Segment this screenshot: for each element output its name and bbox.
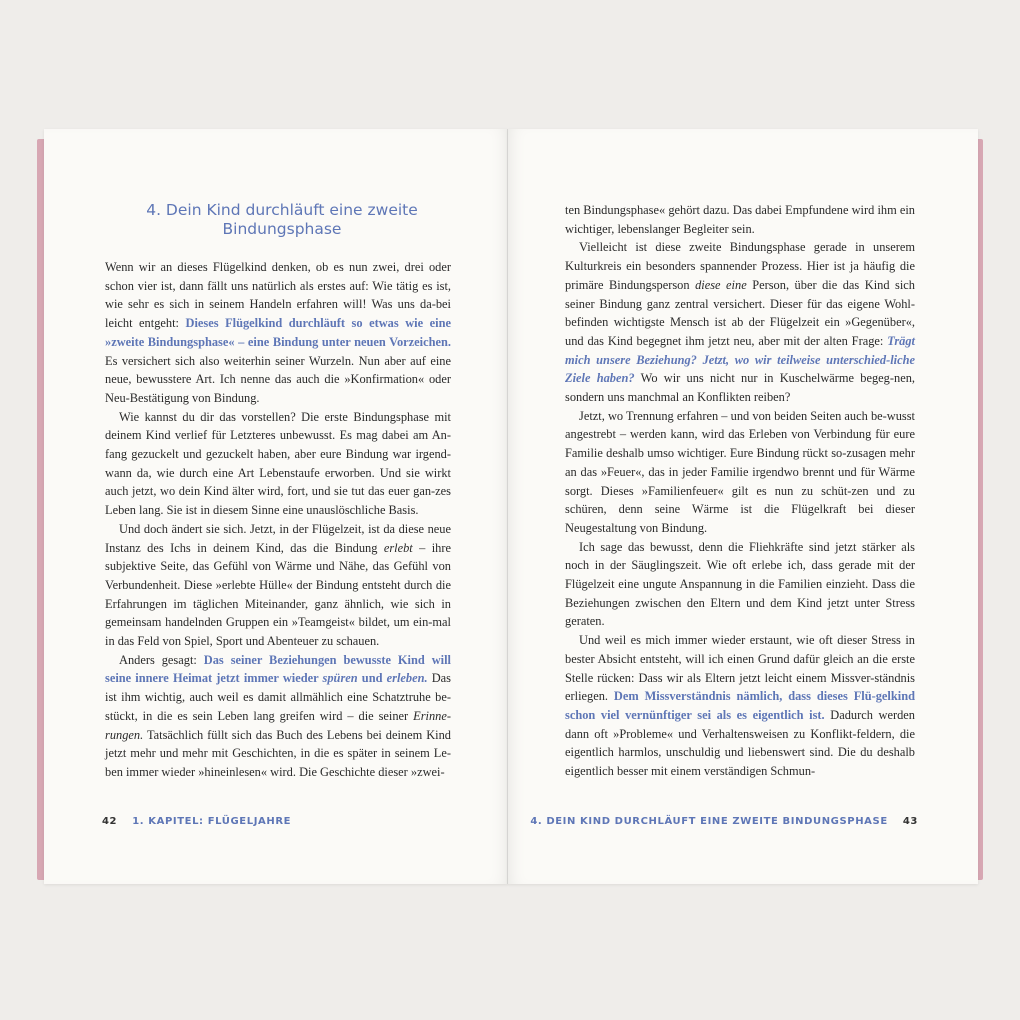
highlighted-emphasis-text: Trägt mich unsere Beziehung? Jetzt, wo wir teilweise unterschied-liche Ziele haben? [565,333,915,386]
paragraph: Ich sage das bewusst, denn die Fliehkräfte sind jetzt stärker als noch in der Säuglingszeit. Wie oft erlebe ich, dass gerade mit der Flügelzeit eine ungute Anspannung in die Familien einzieht. Dass die Beziehungen zwischen den Eltern und dem Kind jetzt unter Stress geraten. [565,539,915,629]
paragraph: Wie kannst du dir das vorstellen? Die erste Bindungsphase mit deinem Kind verlief für Letzteres unbewusst. Es mag dabei am An-fang gezuckelt und gezuckelt haben, aber eure Bindung war irgend-wann da, wie durch eine Art Lebenstaufe erworben. Und sie wirkt auch jetzt, wo dein Kind älter wird, fort, und sie tut das euer gan-zes Leben lang. Sie ist in diesem Sinne eine unauslöschliche Basis. [105,409,451,518]
highlighted-text: Das seiner Beziehungen bewusste Kind will seine innere Heimat jetzt immer wieder [105,652,451,686]
left-page-footer [102,816,291,827]
left-page [44,129,508,884]
highlighted-text: Dieses Flügelkind durchläuft so etwas wie eine »zweite Bindungsphase« – eine Bindung unter neuen Vorzeichen. [105,316,451,349]
paragraph: ten Bindungsphase« gehört dazu. Das dabei Empfundene wird ihm ein wichtiger, lebenslanger Begleiter sein. [565,203,915,236]
paragraph: Vielleicht ist diese zweite Bindungsphase gerade in unserem Kulturkreis ein besonders spannender Prozess. Hier ist ja häufig die primäre Bindungsperson diese eine Person, über die das Kind sich seiner Bindung ganz zentral versichert. Dieser für das eigene Wohl-befinden wichtigste Mensch ist ab der Flügelzeit ein »Gegenüber«, und das Kind begegnet ihm jetzt neu, aber mit der alten Frage: Trägt mich unsere Beziehung? Jetzt, wo wir teilweise unterschied-liche Ziele haben? Wo wir uns nicht nur in Kuschelwärme begeg-nen, sondern uns manchmal an Konflikten reiben? [565,240,915,405]
paragraph: Wenn wir an dieses Flügelkind denken, ob es nun zwei, drei oder schon vier ist, dann fällt uns natürlich als erstes auf: Wie tätig es ist, wie sehr es sich in seinem Handeln erfahren will! Was uns da-bei leicht entgeht: Dieses Flügelkind durchläuft so etwas wie eine »zweite Bindungsphase« – eine Bindung unter neuen Vorzeichen. Es versichert sich also weiterhin seiner Wurzeln. Nun aber auf eine neue, bewusstere Art. Ich nenne das auch die »Konfirmation« oder Neu-Bestätigung von Bindung. [105,260,451,405]
left-page-body [105,258,451,782]
right-page-footer [530,816,918,827]
highlighted-text: Dem Missverständnis nämlich, dass dieses Flü-gelkind schon viel vernünftiger sei als es eigentlich ist. [565,689,915,722]
paragraph: Und weil es mich immer wieder erstaunt, wie oft dieser Stress in bester Absicht entsteht, will ich einen Grund dafür gleich an die erste Stelle rücken: Dass wir als Eltern jetzt leicht einem Missver-ständnis erliegen. Dem Missverständnis nämlich, dass dieses Flü-gelkind schon viel vernünftiger sei als es eigentlich ist. Dadurch werden dann oft »Probleme« und Verhaltensweisen zu Konflikt-feldern, die eigentlich harmlos, unschuldig und liebenswert sind. Die du deshalb eigentlich besser mit einem verständigen Schmun- [565,633,915,779]
right-page-body [565,201,915,781]
running-head: 4. DEIN KIND DURCHLÄUFT EINE ZWEITE BINDUNGSPHASE [530,816,888,827]
emphasis-text: diese eine [695,277,747,292]
emphasis-text: erlebt [383,540,413,555]
highlighted-emphasis-text: spüren [322,671,358,686]
right-page [508,129,978,884]
paragraph: Jetzt, wo Trennung erfahren – und von beiden Seiten auch be-wusst angestrebt – werden kann, wird das Erleben von Verbindung für eure Familie deshalb umso wichtiger. Eure Bindung rückt so-zusagen mehr an das »Feuer«, das in jeder Familie irgendwo brennt und für Wärme sorgt. Dieses »Familienfeuer« gilt es nun zu schüt-zen und zu schüren, denn seine Wärme ist die Flügelkraft bei dieser Neugestaltung von Bindung. [565,408,915,535]
page-number: 42 [102,816,118,827]
emphasis-text: Erinne-rungen. [105,708,451,742]
running-head: 1. KAPITEL: FLÜGELJAHRE [132,816,292,827]
highlighted-emphasis-text: erleben. [386,671,428,686]
highlighted-text: und [357,671,387,686]
page-number: 43 [902,816,918,827]
paragraph: Anders gesagt: Das seiner Beziehungen bewusste Kind will seine innere Heimat jetzt immer wieder spüren und erleben. Das ist ihm wichtig, auch weil es damit allmählich eine Schatztruhe be-stückt, in die es sein Leben lang greifen wird – die seiner Erinne-rungen. Tatsächlich füllt sich das Buch des Lebens bei deinem Kind jetzt mehr und mehr mit Geschichten, in die es später in seinem Le-ben immer wieder »hineinlesen« wird. Die Geschichte dieser »zwei- [105,652,451,779]
paragraph: Und doch ändert sie sich. Jetzt, in der Flügelzeit, ist da diese neue Instanz des Ichs in deinem Kind, das die Bindung erlebt – ihre subjektive Seite, das Gefühl von Wärme und Nähe, das Gefühl von Verbundenheit. Diese »erlebte Hülle« der Bindung entsteht durch die Erfahrungen im täglichen Miteinander, ganz ähnlich, wie sich in gemeinsam handelnden Gruppen ein »Teamgeist« bildet, um ein-mal in das Feld von Spiel, Sport und Abenteuer zu schauen. [105,521,452,649]
chapter-title: 4. Dein Kind durchläuft eine zweite Bindungsphase [146,201,418,238]
